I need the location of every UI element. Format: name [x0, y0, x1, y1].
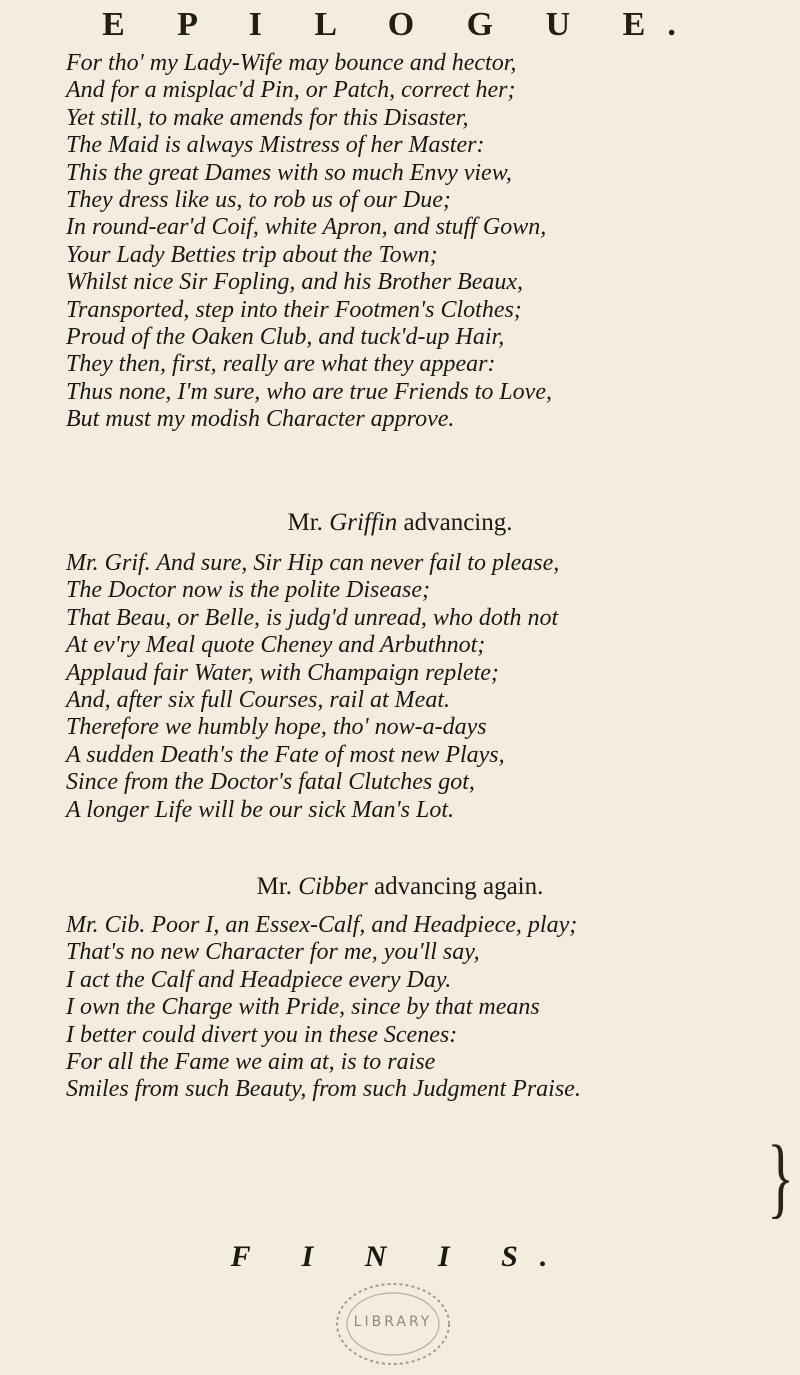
- verse-line: And, after six full Courses, rail at Meat.: [66, 686, 450, 713]
- verse-line: Mr. Cib. Poor I, an Essex-Calf, and Headpiece, play;: [66, 912, 578, 938]
- verse-block-1: [66, 50, 776, 433]
- stage-prefix: Mr.: [287, 509, 323, 536]
- verse-line: I own the Charge with Pride, since by that means: [66, 994, 540, 1021]
- verse-line: Therefore we humbly hope, tho' now-a-days: [66, 714, 487, 741]
- verse-line: For tho' my Lady-Wife may bounce and hector,: [66, 50, 517, 76]
- verse-line: At ev'ry Meal quote Cheney and Arbuthnot;: [66, 632, 486, 659]
- verse-line: For all the Fame we aim at, is to raise: [66, 1048, 436, 1075]
- verse-line: And for a misplac'd Pin, or Patch, correct her;: [66, 77, 516, 104]
- verse-line: I act the Calf and Headpiece every Day.: [66, 966, 452, 993]
- stage-direction-griffin: [0, 508, 800, 538]
- stage-action: advancing.: [403, 509, 513, 536]
- verse-line: Applaud fair Water, with Champaign replete;: [66, 659, 499, 686]
- verse-line: Yet still, to make amends for this Disaster,: [66, 104, 469, 131]
- verse-line: The Maid is always Mistress of her Master:: [66, 132, 485, 159]
- verse-line: They then, first, really are what they appear:: [66, 351, 496, 378]
- finis-label: F I N I S.: [230, 1240, 570, 1273]
- verse-line: That's no new Character for me, you'll say,: [66, 939, 480, 966]
- verse-line: In round-ear'd Coif, white Apron, and stuff Gown,: [66, 214, 547, 241]
- verse-block-3: [66, 912, 776, 1104]
- stamp-text: LIBRARY: [353, 1314, 433, 1330]
- verse-line: The Doctor now is the polite Disease;: [66, 577, 430, 604]
- verse-line: Mr. Grif. And sure, Sir Hip can never fail to please,: [66, 550, 560, 576]
- verse-line: Proud of the Oaken Club, and tuck'd-up Hair,: [66, 323, 505, 350]
- verse-line: A longer Life will be our sick Man's Lot.: [66, 796, 455, 823]
- verse-block-2: [66, 550, 776, 824]
- verse-line: Transported, step into their Footmen's Clothes;: [66, 296, 522, 323]
- verse-line: Whilst nice Sir Fopling, and his Brother Beaux,: [66, 269, 524, 296]
- verse-line: Your Lady Betties trip about the Town;: [66, 241, 438, 268]
- verse-line: Thus none, I'm sure, who are true Friends to Love,: [66, 378, 552, 405]
- verse-line: Since from the Doctor's fatal Clutches got,: [66, 769, 475, 796]
- verse-line: That Beau, or Belle, is judg'd unread, who doth not: [66, 604, 559, 631]
- verse-line: They dress like us, to rob us of our Due;: [66, 186, 451, 213]
- triplet-brace: }: [767, 1128, 794, 1228]
- stage-prefix: Mr.: [256, 873, 293, 900]
- stage-action: advancing again.: [374, 873, 544, 900]
- verse-line: This the great Dames with so much Envy view,: [66, 159, 512, 186]
- verse-line: Smiles from such Beauty, from such Judgment Praise.: [66, 1076, 581, 1103]
- library-stamp: [318, 1278, 468, 1370]
- epilogue-heading: E P I L O G U E.: [102, 6, 698, 43]
- stage-character: Griffin: [329, 509, 398, 536]
- verse-line: A sudden Death's the Fate of most new Plays,: [66, 741, 505, 768]
- stage-character: Cibber: [298, 873, 368, 900]
- verse-line: I better could divert you in these Scenes:: [66, 1021, 458, 1048]
- verse-line: But must my modish Character approve.: [66, 406, 455, 433]
- stage-direction-cibber: [0, 872, 800, 902]
